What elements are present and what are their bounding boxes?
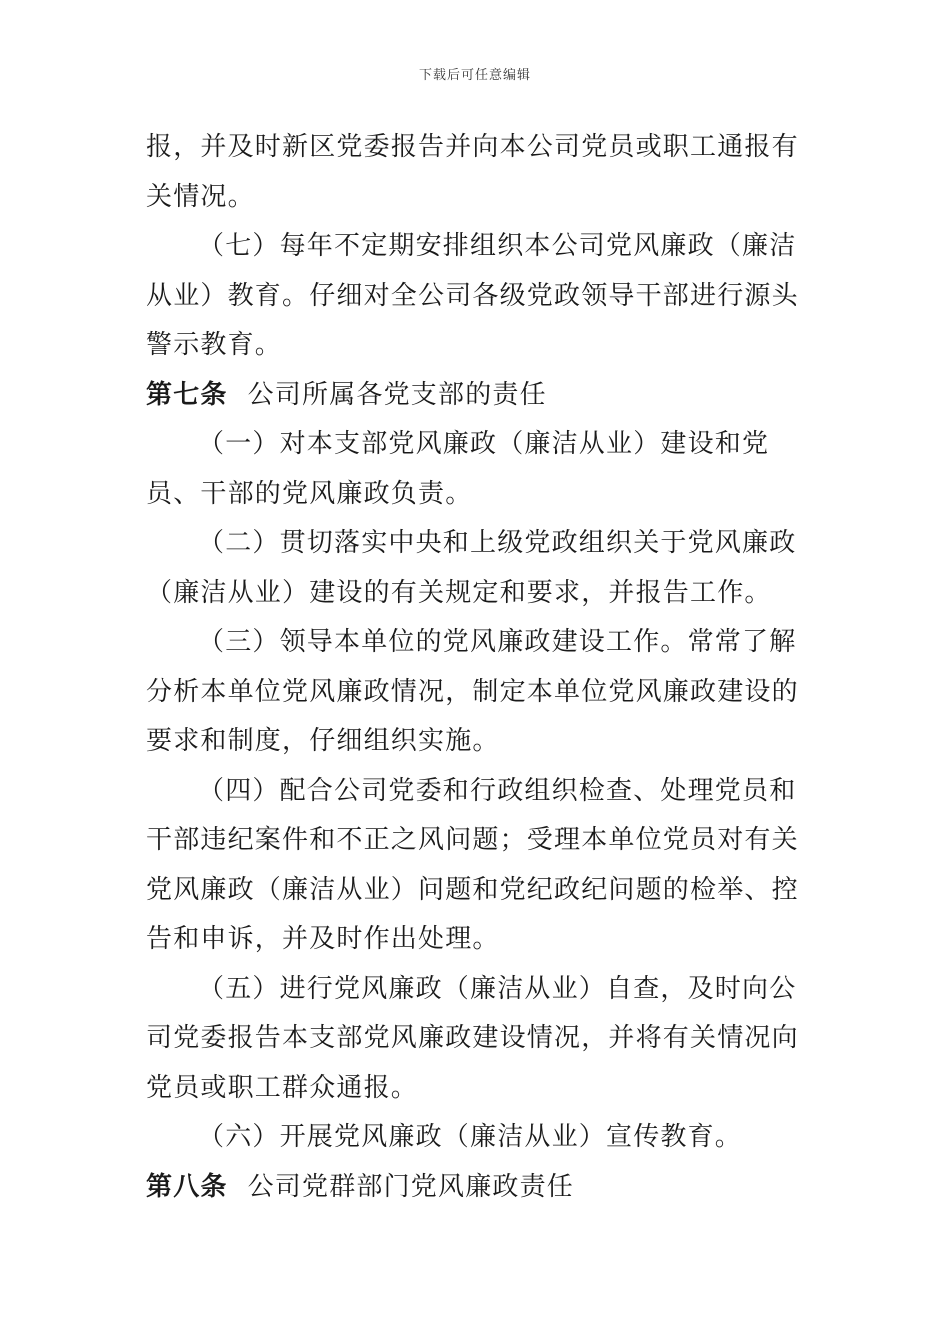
paragraph-item-2: （二）贯切落实中央和上级党政组织关于党风廉政（廉洁从业）建设的有关规定和要求，并报告工作。	[146, 528, 797, 608]
article-7-text: 公司所属各党支部的责任	[247, 379, 547, 410]
paragraph-item-5: （五）进行党风廉政（廉洁从业）自查，及时向公司党委报告本支部党风廉政建设情况，并将有关情况向党员或职工群众通报。	[146, 973, 799, 1103]
paragraph-item-1: （一）对本支部党风廉政（廉洁从业）建设和党员、干部的党风廉政负责。	[146, 429, 770, 509]
article-7-title: 第七条	[146, 379, 228, 410]
paragraph-item-7: （七）每年不定期安排组织本公司党风廉政（廉洁从业）教育。仔细对全公司各级党政领导干部进行源头警示教育。	[146, 231, 799, 360]
paragraph-item-3: （三）领导本单位的党风廉政建设工作。常常了解分析本单位党风廉政情况，制定本单位党风廉政建设的要求和制度，仔细组织实施。	[146, 627, 799, 756]
article-8-title: 第八条	[146, 1171, 228, 1202]
document-body	[146, 123, 806, 1212]
paragraph-item-6: （六）开展党风廉政（廉洁从业）宣传教育。	[198, 1122, 743, 1152]
page-header: 下载后可任意编辑	[418, 68, 531, 83]
article-8-heading	[146, 1163, 806, 1213]
paragraph-item-4: （四）配合公司党委和行政组织检查、处理党员和干部违纪案件和不正之风问题；受理本单位党员对有关党风廉政（廉洁从业）问题和党纪政纪问题的检举、控告和申诉，并及时作出处理。	[146, 775, 799, 954]
paragraph-continuation: 报，并及时新区党委报告并向本公司党员或职工通报有关情况。	[146, 132, 799, 212]
article-8-text: 公司党群部门党风廉政责任	[247, 1171, 575, 1202]
article-7-heading	[146, 371, 806, 421]
